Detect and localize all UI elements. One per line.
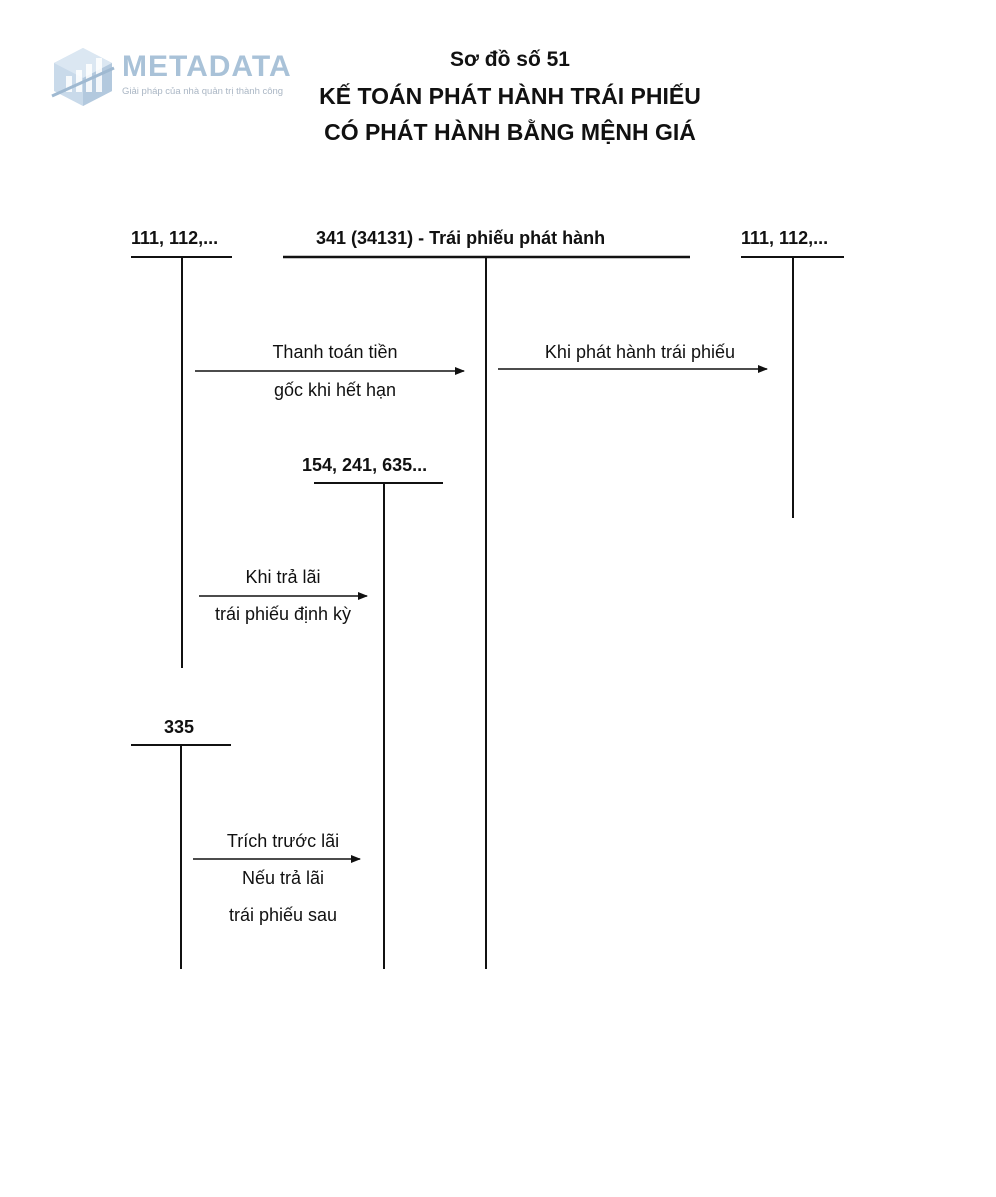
repay-principal-label-1: Thanh toán tiền xyxy=(272,342,398,362)
logo-name: METADATA xyxy=(122,50,292,83)
account-bonds: 341 (34131) - Trái phiếu phát hành xyxy=(316,228,606,248)
diagram-title-line-2: CÓ PHÁT HÀNH BẰNG MỆNH GIÁ xyxy=(324,119,696,145)
repay-principal-label-2: gốc khi hết hạn xyxy=(273,380,397,400)
diagram-title-line-1: KẾ TOÁN PHÁT HÀNH TRÁI PHIẾU xyxy=(319,83,701,109)
account-cash-left: 111, 112,... xyxy=(131,228,219,248)
diagram-number: Sơ đồ số 51 xyxy=(450,48,570,71)
issue-label: Khi phát hành trái phiếu xyxy=(544,342,736,362)
periodic-interest-label-2: trái phiếu định kỳ xyxy=(214,604,352,624)
accrue-interest-label-1: Trích trước lãi xyxy=(226,831,340,851)
accrue-interest-label-3: trái phiếu sau xyxy=(228,905,338,925)
account-expenses: 154, 241, 635... xyxy=(302,455,428,475)
logo-tagline: Giải pháp của nhà quản trị thành công xyxy=(122,86,284,97)
accrue-interest-label-2: Nếu trả lãi xyxy=(241,868,325,888)
account-accrued: 335 xyxy=(164,717,195,737)
periodic-interest-label-1: Khi trả lãi xyxy=(245,567,321,587)
account-cash-right: 111, 112,... xyxy=(741,228,829,248)
